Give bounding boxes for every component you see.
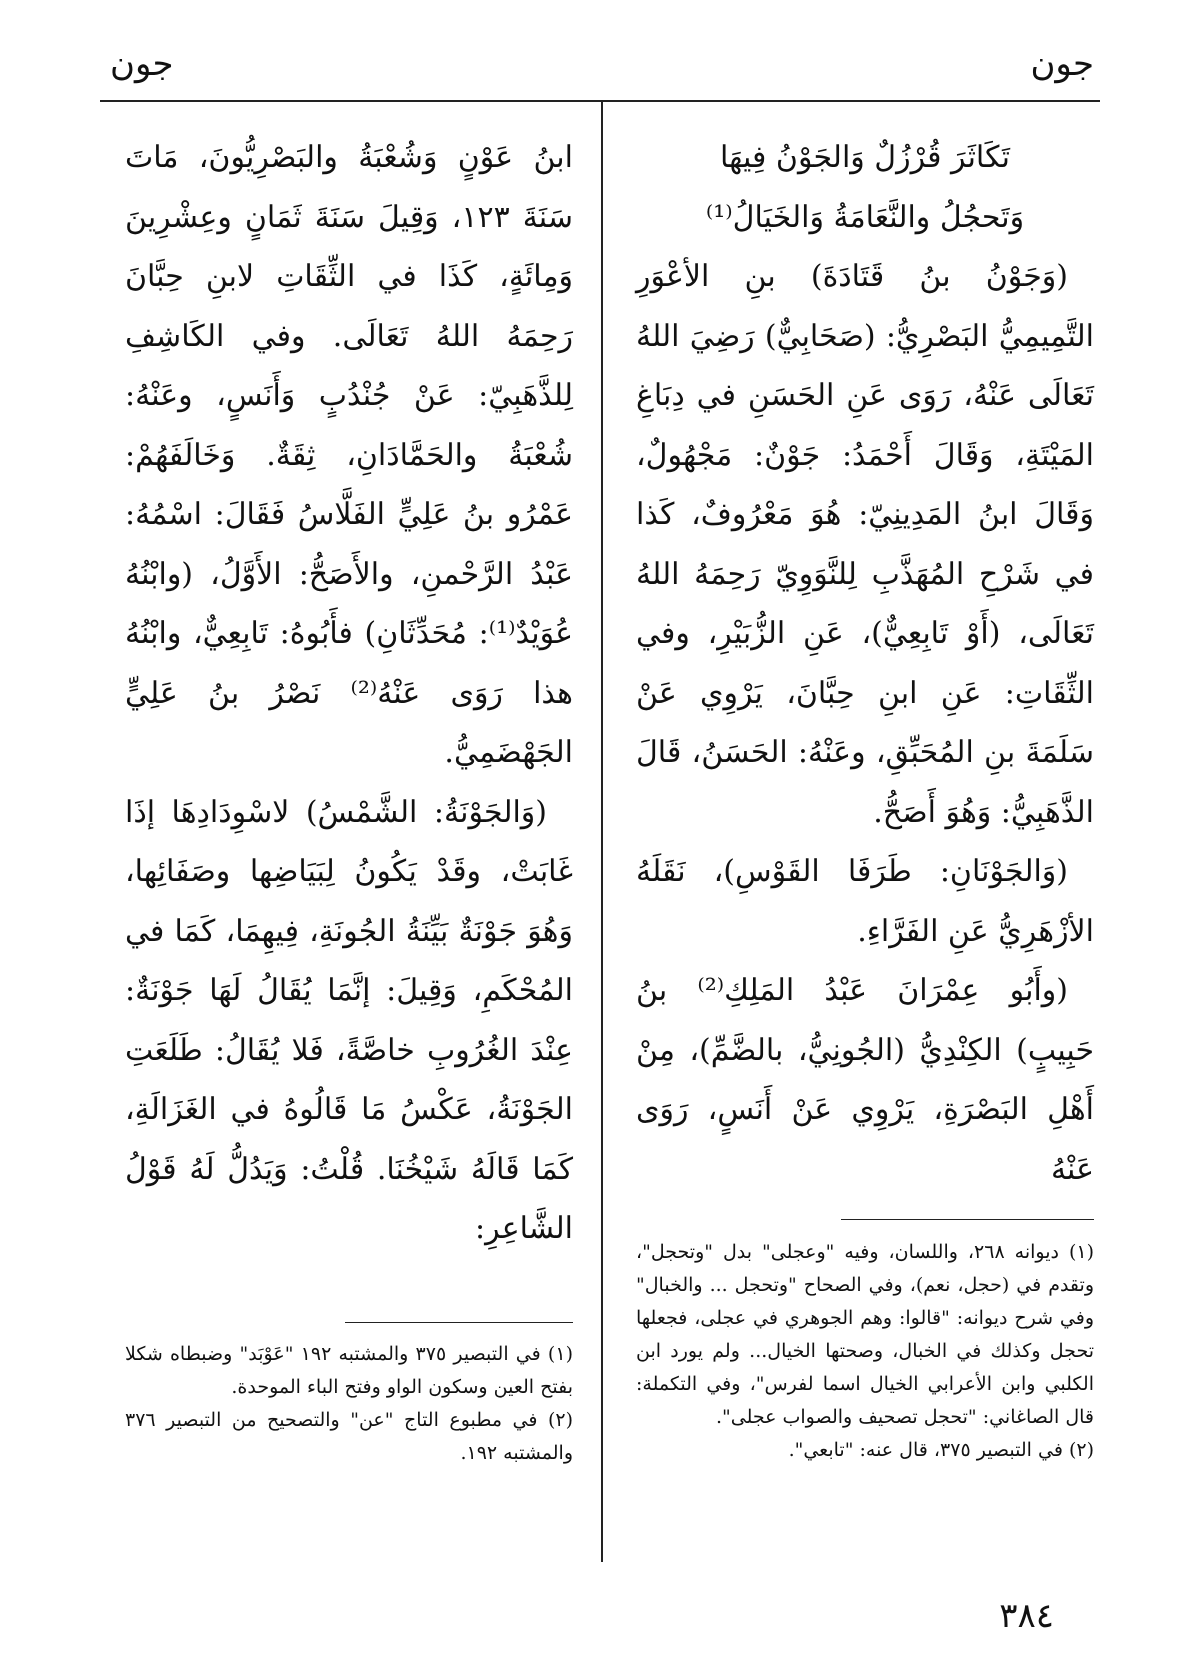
entry-continuation: ابنُ عَوْنٍ وَشُعْبَةُ والبَصْرِيُّونَ، مَاتَ سَنَةَ ١٢٣، وَقِيلَ سَنَةَ ثَمَانٍ وعِشْرِينَ وَمِائَةٍ، كَذَا في الثِّقَاتِ لابنِ حِبَّانَ رَحِمَهُ اللهُ تَعَالَى. وفي الكَاشِفِ لِلذَّهَبِيّ: عَنْ جُنْدُبٍ وَأَنَسٍ، وعَنْهُ: شُعْبَةُ والحَمَّادَانِ، ثِقَةٌ. وَخَالَفَهُمْ: عَمْرُو بنُ عَلِيٍّ الفَلَّاسُ فَقَالَ: اسْمُهُ: عَبْدُ الرَّحْمنِ، والأَصَحُّ: الأَوَّلُ، (وابْنُهُ عُوَيْدٌ⁽¹⁾: مُحَدِّثَانِ) فأَبُوهُ: تَابِعِيٌّ، وابْنُهُ هذا رَوَى عَنْهُ⁽²⁾ نَصْرُ بنُ عَلِيٍّ الجَهْضَمِيُّ.	[125, 140, 573, 770]
verse-line-2: وَتَحجُلُ والنَّعَامَةُ وَالخَيَالُ⁽¹⁾	[705, 199, 1025, 235]
right-column-text	[636, 128, 1094, 1199]
left-column-text	[125, 128, 573, 1259]
footnote-right-1: (١) ديوانه ٢٦٨، واللسان، وفيه "وعجلى" بدل "وتحجل"، وتقدم في (حجل، نعم)، وفي الصحاح "وتحجل ... والخبال" وفي شرح ديوانه: "قالوا: وهم الجوهري في عجلى، فجعلها تحجل وكذلك في الخبال، وصحتها الخيال... ولم يورد ابن الكلبي وابن الأعرابي الخيال اسما لفرس"، وفي التكملة: قال الصاغاني: "تحجل تصحيف والصواب عجلى".	[636, 1241, 1094, 1428]
footnote-right-2: (٢) في التبصير ٣٧٥، قال عنه: "تابعي".	[788, 1439, 1094, 1461]
entry-al-jawnan: (وَالجَوْنَانِ: طَرَفَا القَوْسِ)، نَقَلَهُ الأزْهَرِيُّ عَنِ الفَرَّاءِ.	[636, 854, 1094, 949]
page-number: ٣٨٤	[999, 1596, 1054, 1636]
left-column-footnotes	[125, 1338, 573, 1470]
running-header-right: جون	[1030, 44, 1094, 84]
column-divider	[601, 100, 603, 1562]
footnote-rule-right	[841, 1219, 1094, 1220]
entry-jawn-bin-qatada: (وَجَوْنُ بنُ قَتَادَةَ) بنِ الأعْوَرِ التَّمِيمِيُّ البَصْرِيُّ: (صَحَابِيٌّ) رَضِيَ اللهُ تَعَالَى عَنْهُ، رَوَى عَنِ الحَسَنِ في دِبَاغِ المَيْتَةِ، وَقَالَ أَحْمَدُ: جَوْنٌ: مَجْهُولٌ، وَقَالَ ابنُ المَدِينِيّ: هُوَ مَعْرُوفٌ، كَذا في شَرْحِ المُهَذَّبِ لِلنَّوَوِيّ رَحِمَهُ اللهُ تَعَالَى، (أَوْ تَابِعِيٌّ)، عَنِ الزُّبَيْرِ، وفي الثِّقَاتِ: عَنِ ابنِ حِبَّانَ، يَرْوِي عَنْ سَلَمَةَ بنِ المُحَبِّقِ، وعَنْهُ: الحَسَنُ، قَالَ الذَّهَبِيُّ: وَهُوَ أَصَحُّ.	[636, 259, 1094, 830]
footnote-left-1: (١) في التبصير ٣٧٥ والمشتبه ١٩٢ "عَوْبَد" وضبطاه شكلا بفتح العين وسكون الواو وفتح الباء الموحدة.	[125, 1343, 573, 1398]
verse-line-1: تَكَاثَرَ قُرْزُلٌ وَالجَوْنُ فِيهَا	[720, 140, 1010, 175]
entry-abu-imran: (وأَبُو عِمْرَانَ عَبْدُ المَلِكِ⁽²⁾ بنُ حَبِيبٍ) الكِنْدِيُّ (الجُونِيُّ، بالضَّمِّ)، مِنْ أَهْلِ البَصْرَةِ، يَرْوِي عَنْ أَنَسٍ، رَوَى عَنْهُ	[636, 973, 1094, 1187]
entry-al-jawna: (وَالجَوْنَةُ: الشَّمْسُ) لاسْوِدَادِهَا إذَا غَابَتْ، وقَدْ يَكُونُ لِبَيَاضِها وصَفَائِها، وَهُوَ جَوْنَةٌ بَيِّنَةُ الجُونَةِ، فِيهِمَا، كَمَا في المُحْكَمِ، وَقِيلَ: إنَّمَا يُقَالُ لَهَا جَوْنَةٌ: عِنْدَ الغُرُوبِ خاصَّةً، فَلا يُقَالُ: طَلَعَتِ الجَوْنَةُ، عَكْسُ مَا قَالُوهُ في الغَزَالَةِ، كَمَا قَالَهُ شَيْخُنَا. قُلْتُ: وَيَدُلُّ لَهُ قَوْلُ الشَّاعِرِ:	[125, 794, 573, 1246]
running-header-left: جون	[110, 44, 174, 84]
right-column-footnotes	[636, 1236, 1094, 1467]
header-rule	[100, 100, 1100, 102]
footnote-rule-left	[345, 1322, 573, 1323]
footnote-left-2: (٢) في مطبوع التاج "عن" والتصحيح من التبصير ٣٧٦ والمشتبه ١٩٢.	[125, 1409, 573, 1464]
